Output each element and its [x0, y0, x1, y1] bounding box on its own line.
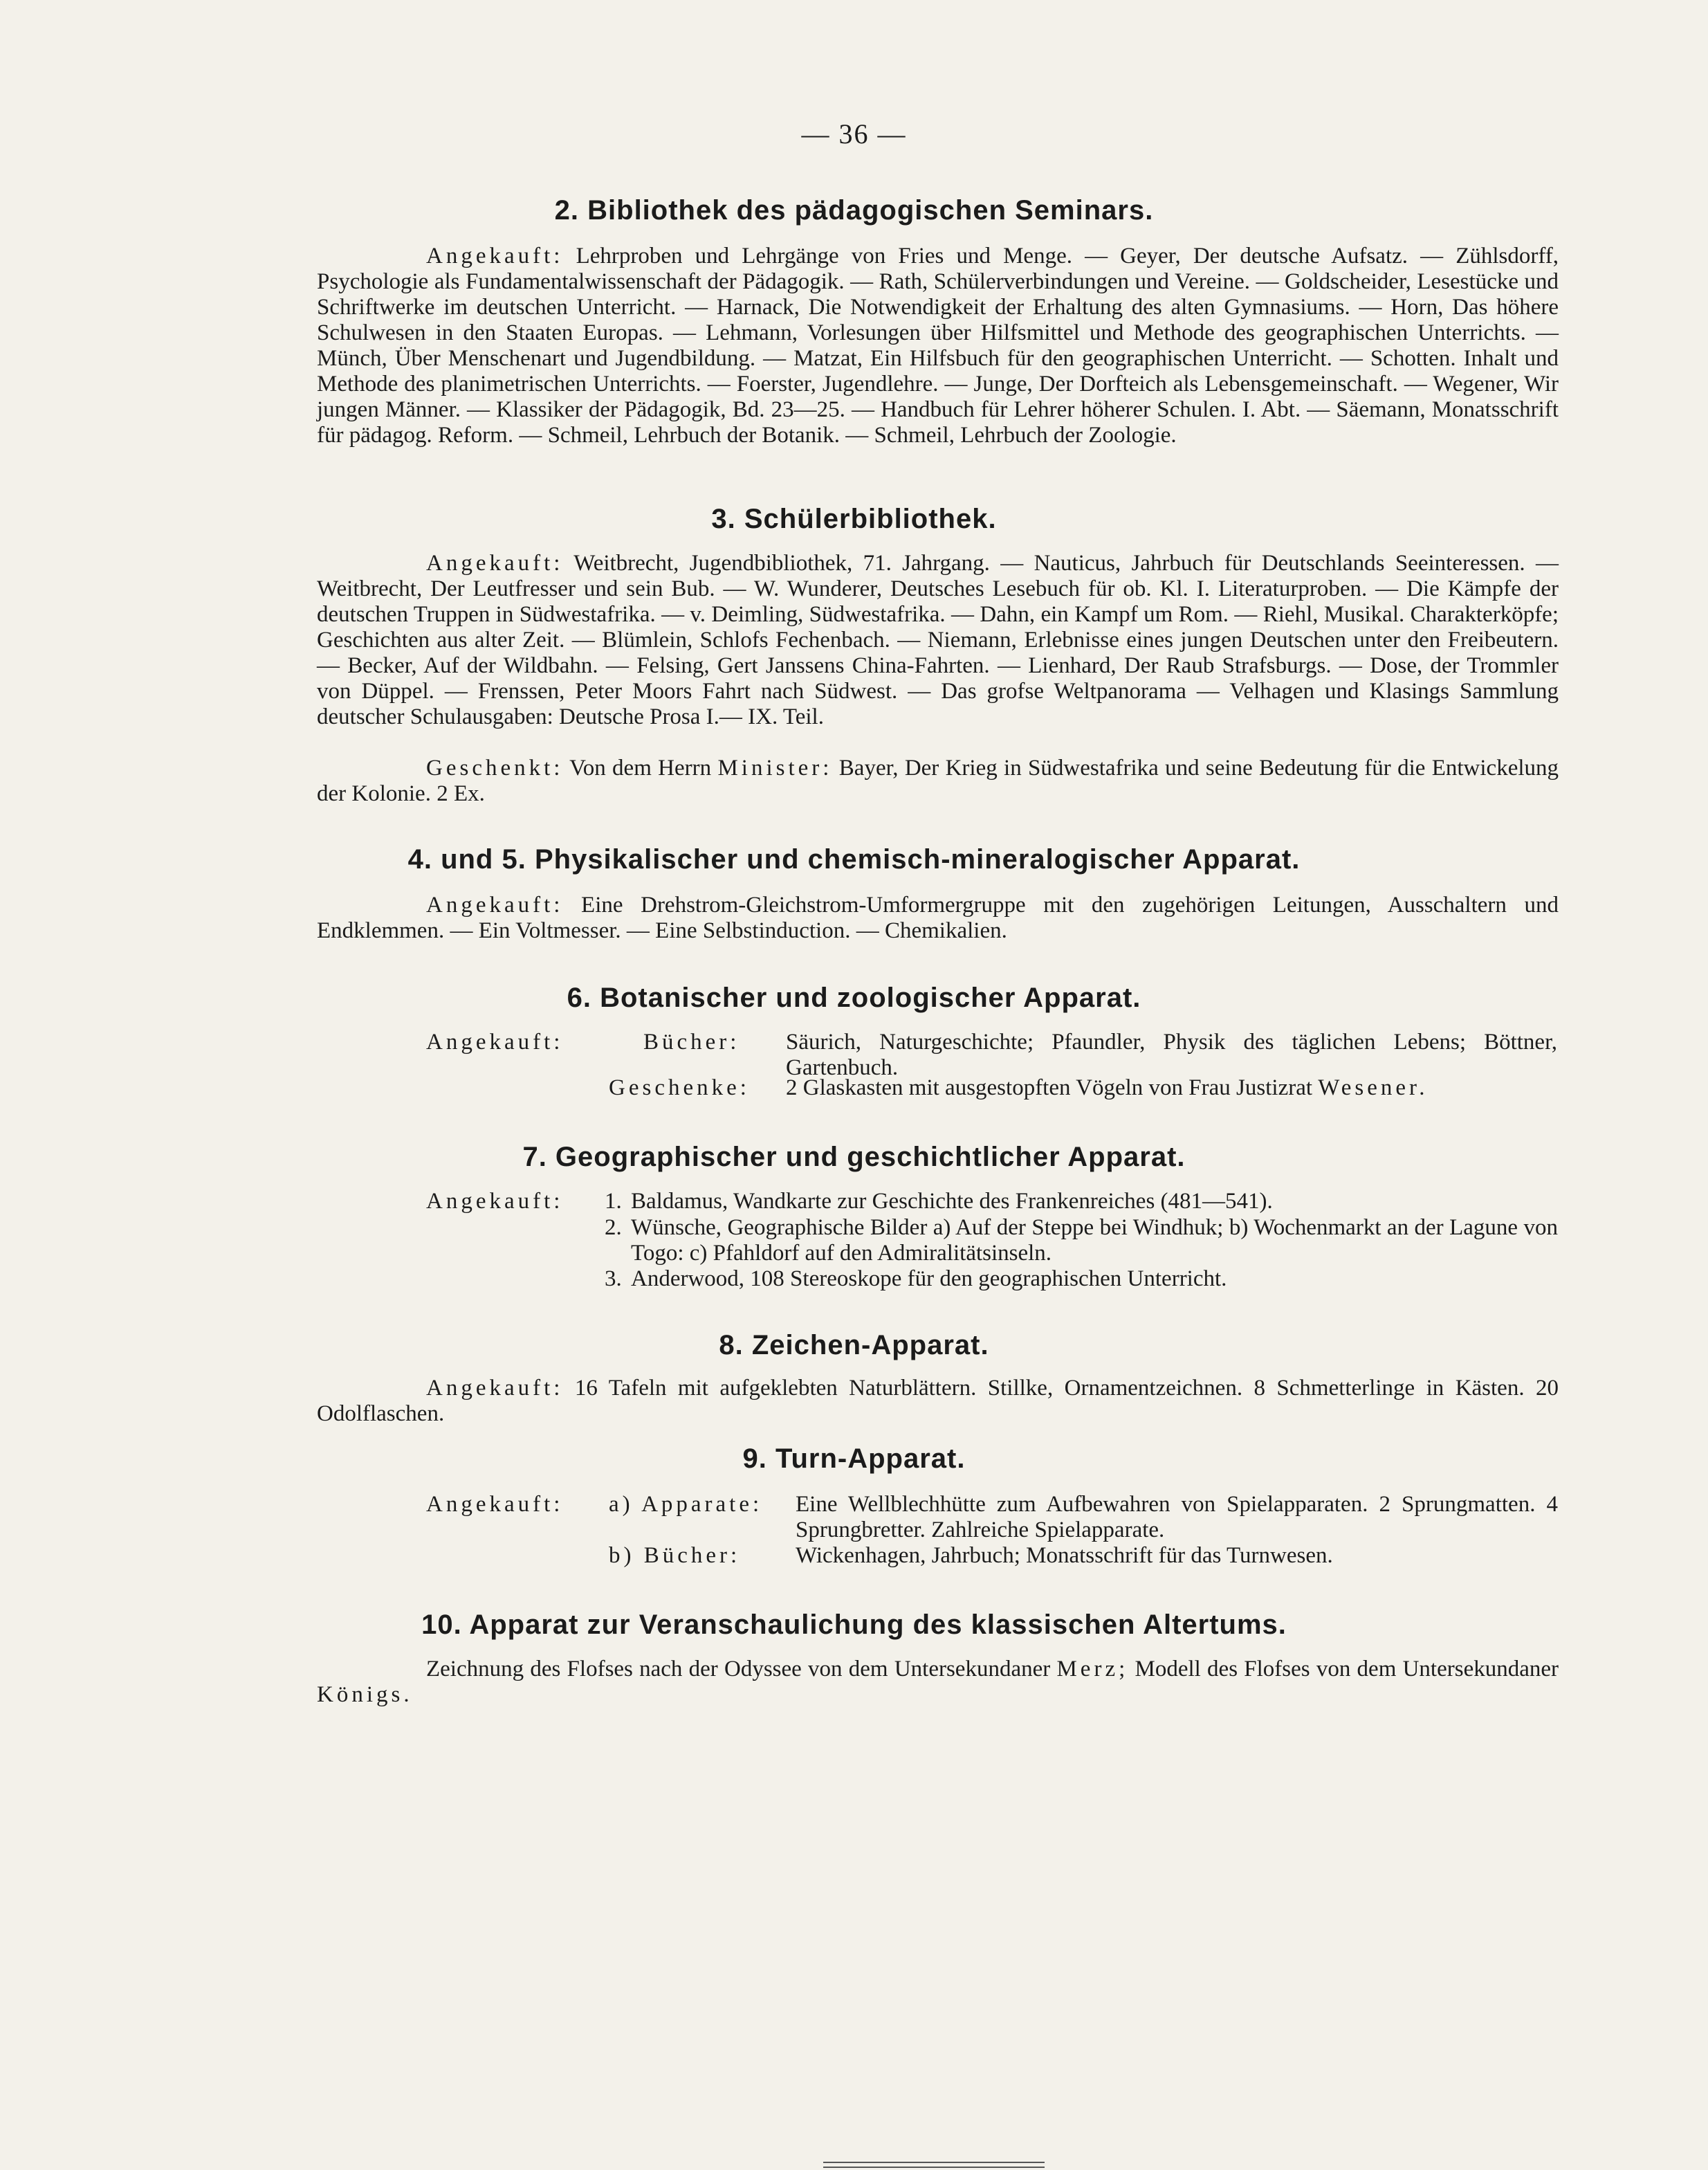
- section-heading-geography-history: 7. Geographischer und geschichtlicher Apparat.: [522, 1142, 1186, 1172]
- section-heading-drawing: 8. Zeichen-Apparat.: [719, 1330, 989, 1360]
- list-item-number: 3.: [605, 1266, 622, 1291]
- books-text: Säurich, Naturgeschichte; Pfaundler, Physik des täglichen Lebens; Böttner, Gartenbuch.: [786, 1030, 1557, 1080]
- purchased-label: Angekauft:: [426, 1376, 564, 1401]
- page-number: — 36 —: [801, 118, 907, 149]
- purchased-label: Angekauft:: [426, 1189, 564, 1214]
- list-item-text: Anderwood, 108 Stereoskope für den geographischen Unterricht.: [631, 1266, 1227, 1291]
- purchased-text: Eine Drehstrom-Gleichstrom-Umformergruppe mit den zugehörigen Leitungen, Ausschaltern und Endklemmen. — Ein Voltmesser. — Eine Selbstinduction. — Chemikalien.: [317, 893, 1559, 943]
- list-item-number: 2.: [605, 1215, 622, 1240]
- section-heading-antiquity: 10. Apparat zur Veranschaulichung des klassischen Altertums.: [421, 1610, 1287, 1640]
- purchased-label: Angekauft:: [426, 1492, 564, 1517]
- section-heading-gymnastics: 9. Turn-Apparat.: [742, 1443, 966, 1474]
- section-body-antiquity: [317, 1657, 1559, 1708]
- gift-text-b: Bayer, Der Krieg in Südwestafrika und seine Bedeutung für die Entwickelung der Kolonie. 2 Ex.: [317, 756, 1559, 806]
- books-label: b) Bücher:: [609, 1543, 741, 1568]
- purchased-text: Lehrproben und Lehrgänge von Fries und Menge. — Geyer, Der deutsche Aufsatz. — Zühlsdorff, Psychologie als Fundamentalwissenschaft der Pädagogik. — Rath, Schülerverbindungen und Vereine. — Goldscheider, Lesestücke und Schriftwerke im deutschen Unterricht. — Harnack, Die Notwendigkeit der Erhaltung des alten Gymnasiums. — Horn, Das höhere Schulwesen in den Staaten Europas. — Lehmann, Vorlesungen über Hilfsmittel und Methode des geographischen Unterrichts. — Münch, Über Menschenart und Jugendbildung. — Matzat, Ein Hilfsbuch für den geographischen Unterricht. — Schotten. Inhalt und Methode des planimetrischen Unterrichts. — Foerster, Jugendlehre. — Junge, Der Dorfteich als Lebensgemeinschaft. — Wegener, Wir jungen Männer. — Klassiker der Pädagogik, Bd. 23—25. — Handbuch für Lehrer höherer Schulen. I. Abt. — Säemann, Monatsschrift für pädagog. Reform. — Schmeil, Lehrbuch der Botanik. — Schmeil, Lehrbuch der Zoologie.: [317, 244, 1559, 448]
- apparatus-text: Eine Wellblechhütte zum Aufbewahren von Spielapparaten. 2 Sprungmatten. 4 Sprungbretter. Zahlreiche Spielapparate.: [796, 1492, 1558, 1542]
- section-body-physics-chemistry: [317, 893, 1559, 944]
- books-text: Wickenhagen, Jahrbuch; Monatsschrift für das Turnwesen.: [796, 1543, 1333, 1568]
- purchased-label: Angekauft:: [426, 1030, 564, 1055]
- purchased-text: 16 Tafeln mit aufgeklebten Naturblättern. Stillke, Ornamentzeichnen. 8 Schmetterlinge in Kästen. 20 Odolflaschen.: [317, 1376, 1559, 1426]
- apparatus-label: a) Apparate:: [609, 1492, 763, 1517]
- gift-paragraph: [317, 756, 1559, 807]
- antiquity-text-a: Zeichnung des Flofses nach der Odyssee von dem Untersekundaner: [426, 1657, 1051, 1681]
- section-heading-botany-zoology: 6. Botanischer und zoologischer Apparat.: [567, 983, 1141, 1013]
- purchased-text: Weitbrecht, Jugendbibliothek, 71. Jahrgang. — Nauticus, Jahrbuch für Deutschlands Seeinteressen. — Weitbrecht, Der Leutfresser und sein Bub. — W. Wunderer, Deutsches Lesebuch für ob. Kl. I. Literaturproben. — Die Kämpfe der deutschen Truppen in Südwestafrika. — v. Deimling, Südwestafrika. — Dahn, ein Kampf um Rom. — Riehl, Musikal. Charakterköpfe; Geschichten aus alter Zeit. — Blümlein, Schlofs Fechenbach. — Niemann, Erlebnisse eines jungen Deutschen unter den Freibeutern. — Becker, Auf der Wildbahn. — Felsing, Gert Janssens China-Fahrten. — Lienhard, Der Raub Strafsburgs. — Dose, der Trommler von Düppel. — Frenssen, Peter Moors Fahrt nach Südwest. — Das grofse Weltpanorama — Velhagen und Klasings Sammlung deutscher Schulausgaben: Deutsche Prosa I.— IX. Teil.: [317, 551, 1559, 729]
- gifts-label: Geschenke:: [609, 1075, 750, 1100]
- gift-text-a: Von dem Herrn: [569, 756, 712, 781]
- purchased-label: Angekauft:: [426, 244, 564, 268]
- gift-minister: Minister:: [717, 756, 833, 781]
- gifts-line: [786, 1075, 1557, 1101]
- gifts-text: 2 Glaskasten mit ausgestopften Vögeln von Frau Justizrat: [786, 1075, 1313, 1100]
- section-body-drawing: [317, 1376, 1559, 1427]
- antiquity-text-b: Modell des Flofses von dem Untersekundaner: [1135, 1657, 1559, 1681]
- student-name-koenigs: Königs.: [317, 1682, 413, 1707]
- purchased-label: Angekauft:: [426, 893, 564, 918]
- list-item-text: Baldamus, Wandkarte zur Geschichte des Frankenreiches (481—541).: [631, 1189, 1273, 1214]
- section-body-student-library: [317, 551, 1559, 730]
- student-name-merz: Merz;: [1056, 1657, 1129, 1681]
- books-label: Bücher:: [643, 1030, 740, 1055]
- section-body-seminar-library: [317, 244, 1559, 448]
- gift-label: Geschenkt:: [426, 756, 564, 781]
- section-heading-student-library: 3. Schülerbibliothek.: [711, 504, 997, 534]
- purchased-label: Angekauft:: [426, 551, 564, 576]
- list-item-number: 1.: [605, 1189, 622, 1214]
- end-rule: [823, 2160, 1045, 2170]
- gifts-name: Wesener.: [1318, 1075, 1429, 1100]
- section-heading-seminar-library: 2. Bibliothek des pädagogischen Seminars.: [554, 195, 1154, 226]
- list-item-text: Wünsche, Geographische Bilder a) Auf der Steppe bei Windhuk; b) Wochenmarkt an der Lagune von Togo: c) Pfahldorf auf den Admiralitätsinseln.: [631, 1215, 1558, 1266]
- section-heading-physics-chemistry: 4. und 5. Physikalischer und chemisch-mineralogischer Apparat.: [407, 844, 1301, 875]
